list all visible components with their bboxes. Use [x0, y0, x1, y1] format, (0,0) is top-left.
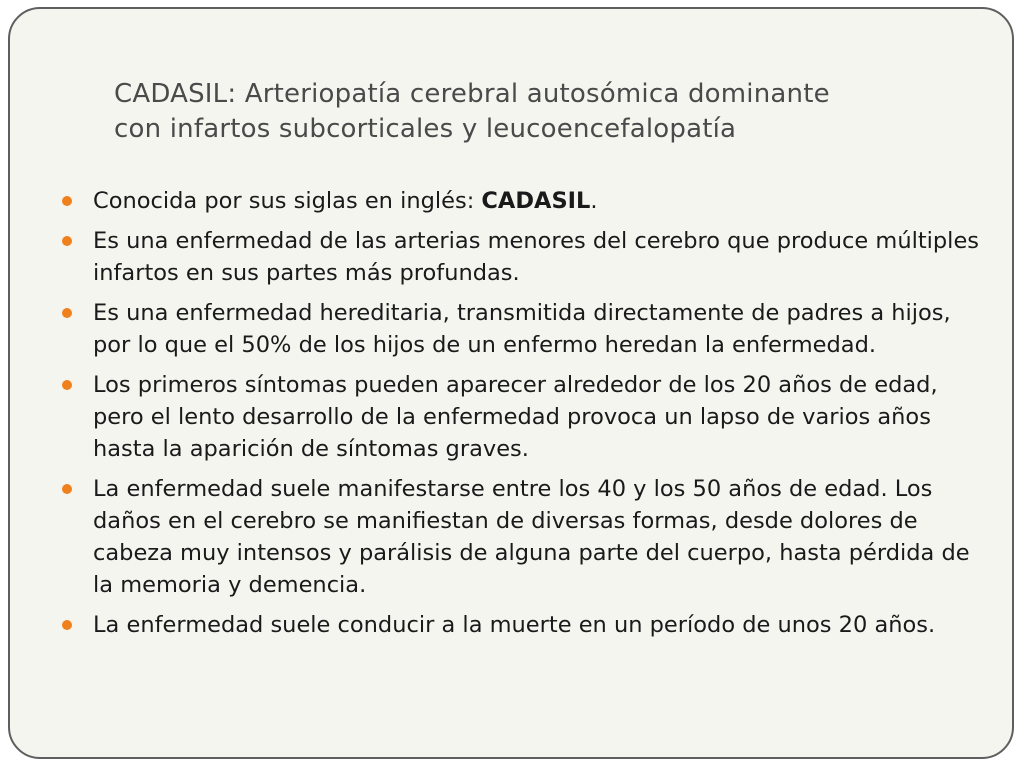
title-line-1: CADASIL: Arteriopatía cerebral autosómica dominante	[114, 79, 830, 109]
bullet-text: La enfermedad suele manifestarse entre los 40 y los 50 años de edad. Los daños en el cerebro se manifiestan de diversas formas, desde dolores de cabeza muy intensos y parálisis de alguna parte del cuerpo, hasta pérdida de la memoria y demencia.	[93, 476, 970, 598]
bullet-list	[62, 185, 982, 649]
bullet-item-first-symptoms	[62, 369, 982, 465]
bullet-item-definition	[62, 225, 982, 289]
slide-title	[114, 77, 964, 147]
bullet-item-prognosis	[62, 609, 982, 641]
title-line-2: con infartos subcorticales y leucoencefalopatía	[114, 114, 737, 144]
bullet-dot-icon	[62, 236, 72, 246]
bullet-text: Es una enfermedad de las arterias menores del cerebro que produce múltiples infartos en sus partes más profundas.	[93, 228, 980, 286]
bullet-text: Los primeros síntomas pueden aparecer alrededor de los 20 años de edad, pero el lento desarrollo de la enfermedad provoca un lapso de varios años hasta la aparición de síntomas graves.	[93, 372, 938, 462]
bullet-dot-icon	[62, 196, 72, 206]
slide-frame	[8, 7, 1014, 759]
bullet-text	[93, 188, 598, 214]
bullet-dot-icon	[62, 308, 72, 318]
bullet-text: Es una enfermedad hereditaria, transmitida directamente de padres a hijos, por lo que el 50% de los hijos de un enfermo heredan la enfermedad.	[93, 300, 951, 358]
bullet-item-manifestation	[62, 473, 982, 601]
bullet-dot-icon	[62, 380, 72, 390]
bullet-text: La enfermedad suele conducir a la muerte en un período de unos 20 años.	[93, 612, 936, 638]
bullet-dot-icon	[62, 484, 72, 494]
bullet-item-acronym	[62, 185, 982, 217]
bullet-text-prefix: Conocida por sus siglas en inglés:	[93, 188, 482, 214]
bullet-text-bold: CADASIL	[481, 188, 591, 214]
bullet-text-suffix: .	[590, 188, 598, 214]
bullet-item-heredity	[62, 297, 982, 361]
bullet-dot-icon	[62, 620, 72, 630]
